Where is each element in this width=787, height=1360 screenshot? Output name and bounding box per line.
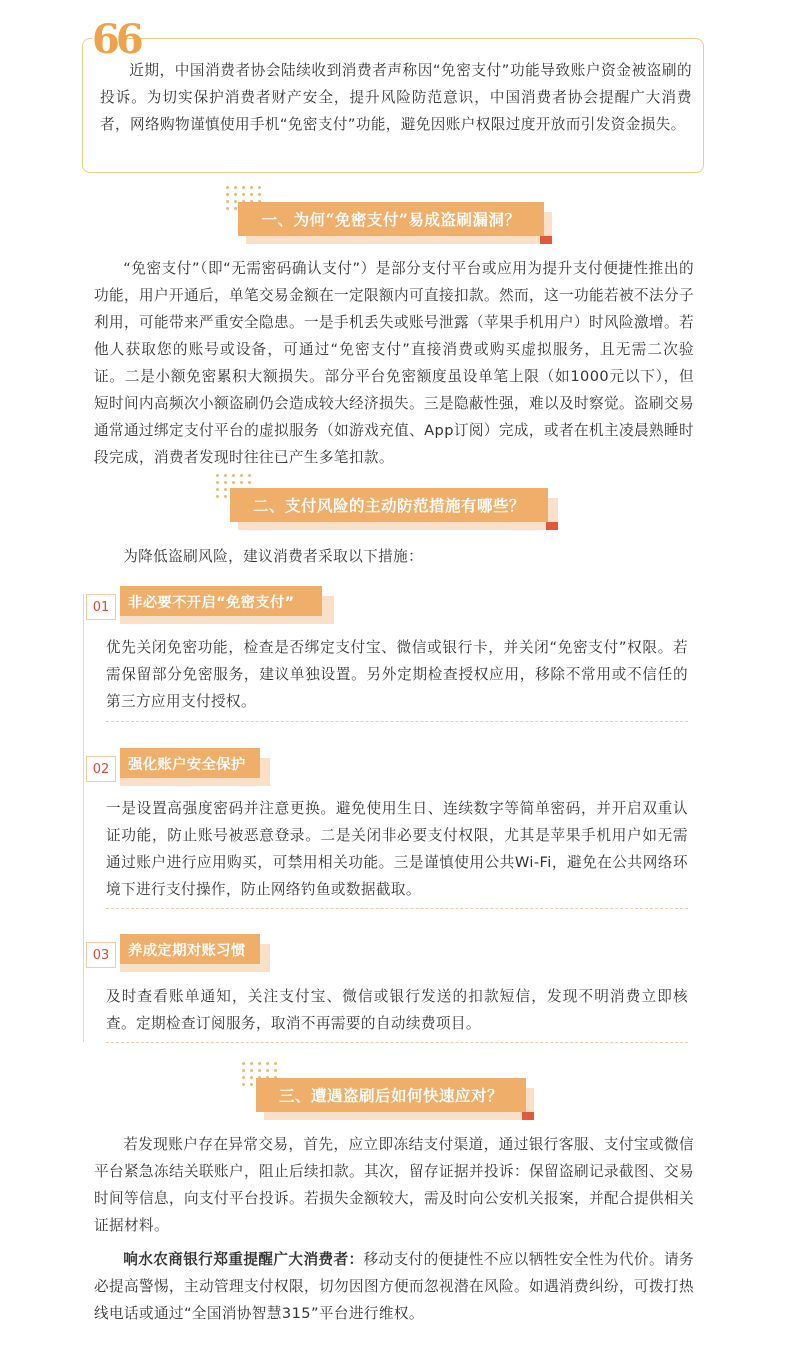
dot bbox=[216, 488, 219, 491]
measure-divider bbox=[106, 721, 688, 722]
dot bbox=[234, 207, 237, 210]
measure-1-text: 优先关闭免密功能，检查是否绑定支付宝、微信或银行卡，并关闭“免密支付”权限。若需保留部分免密服务，建议单独设置。另外定期检查授权应用，移除不常用或不信任的第三方应用支付授权。 bbox=[106, 639, 688, 710]
dot bbox=[266, 1062, 269, 1065]
dot bbox=[274, 1062, 277, 1065]
dot bbox=[258, 1062, 261, 1065]
dot bbox=[224, 474, 227, 477]
dot bbox=[234, 200, 237, 203]
measure-1-title: 非必要不开启“免密支付” bbox=[120, 586, 322, 616]
section-banner-accent bbox=[522, 1112, 534, 1120]
measures-left-line bbox=[83, 594, 84, 1042]
measure-3-title: 养成定期对账习惯 bbox=[120, 934, 260, 964]
section-2-lead: 为降低盗刷风险，建议消费者采取以下措施： bbox=[123, 548, 424, 565]
measure-divider bbox=[106, 1042, 688, 1043]
closing-paragraph bbox=[94, 1246, 694, 1327]
dot bbox=[224, 488, 227, 491]
dot bbox=[248, 481, 251, 484]
dot bbox=[216, 474, 219, 477]
dot bbox=[216, 481, 219, 484]
section-3-paragraph: 若发现账户存在异常交易，首先，应立即冻结支付渠道，通过银行客服、支付宝或微信平台紧急冻结关联账户，阻止后续扣款。其次，留存证据并投诉：保留盗刷记录截图、交易时间等信息，向支付平台投诉。若损失金额较大，需及时向公安机关报案，并配合提供相关证据材料。 bbox=[94, 1136, 694, 1234]
closing-bold-lead: 响水农商银行郑重提醒广大消费者： bbox=[123, 1251, 364, 1268]
dot bbox=[242, 193, 245, 196]
dot bbox=[250, 1062, 253, 1065]
dot bbox=[232, 481, 235, 484]
dot bbox=[258, 193, 261, 196]
dot bbox=[232, 474, 235, 477]
measure-1-number: 01 bbox=[86, 594, 116, 620]
closing-text: 移动支付的便捷性不应以牺牲安全性为代价。请务必提高警惕，主动管理支付权限，切勿因图方便而忽视潜在风险。如遇消费纠纷，可拨打热线电话或通过“全国消协智慧315”平台进行维权。 bbox=[94, 1251, 694, 1322]
dot bbox=[248, 474, 251, 477]
dot bbox=[224, 481, 227, 484]
measure-3-text: 及时查看账单通知，关注支付宝、微信或银行发送的扣款短信，发现不明消费立即核查。定期检查订阅服务，取消不再需要的自动续费项目。 bbox=[106, 988, 688, 1032]
dot bbox=[226, 193, 229, 196]
dot bbox=[250, 1076, 253, 1079]
dot bbox=[250, 193, 253, 196]
section-1-paragraph: “免密支付”（即“无需密码确认支付”）是部分支付平台或应用为提升支付便捷性推出的功能，用户开通后，单笔交易金额在一定限额内可直接扣款。然而，这一功能若被不法分子利用，可能带来严重安全隐患。一是手机丢失或账号泄露（苹果手机用户）时风险激增。若他人获取您的账号或设备，可通过“免密支付”直接消费或购买虚拟服务，且无需二次验证。二是小额免密累积大额损失。部分平台免密额度虽设单笔上限（如1000元以下），但短时间内高频次小额盗刷仍会造成较大经济损失。三是隐蔽性强，难以及时察觉。盗刷交易通常通过绑定支付平台的虚拟服务（如游戏充值、App订阅）完成，或者在机主凌晨熟睡时段完成，消费者发现时往往已产生多笔扣款。 bbox=[94, 260, 694, 466]
section-banner-accent bbox=[540, 236, 552, 244]
dot bbox=[250, 1069, 253, 1072]
measure-3-number: 03 bbox=[86, 942, 116, 968]
intro-paragraph: 近期，中国消费者协会陆续收到消费者声称因“免密支付”功能导致账户资金被盗刷的投诉。为切实保护消费者财产安全，提升风险防范意识，中国消费者协会提醒广大消费者，网络购物谨慎使用手机“免密支付”功能，避免因账户权限过度开放而引发资金损失。 bbox=[100, 62, 692, 133]
dot bbox=[242, 186, 245, 189]
dot bbox=[250, 186, 253, 189]
dot bbox=[234, 186, 237, 189]
dot bbox=[274, 1069, 277, 1072]
dot bbox=[242, 1083, 245, 1086]
measure-divider bbox=[106, 908, 688, 909]
dot bbox=[226, 200, 229, 203]
dot bbox=[240, 474, 243, 477]
section-3-title: 三、遭遇盗刷后如何快速应对？ bbox=[256, 1078, 526, 1112]
dot bbox=[224, 495, 227, 498]
dot bbox=[226, 207, 229, 210]
dot bbox=[266, 1069, 269, 1072]
quote-mark-icon: 66 bbox=[92, 16, 140, 63]
section-2-title: 二、支付风险的主动防范措施有哪些？ bbox=[230, 488, 548, 522]
dot bbox=[258, 1069, 261, 1072]
measure-2-title: 强化账户安全保护 bbox=[120, 748, 260, 778]
dot bbox=[258, 186, 261, 189]
dot bbox=[234, 193, 237, 196]
dot bbox=[250, 1083, 253, 1086]
measure-2-text: 一是设置高强度密码并注意更换。避免使用生日、连续数字等简单密码，并开启双重认证功能，防止账号被恶意登录。二是关闭非必要支付权限，尤其是苹果手机用户如无需通过账户进行应用购买，可禁用相关功能。三是谨慎使用公共Wi-Fi，避免在公共网络环境下进行支付操作，防止网络钓鱼或数据截取。 bbox=[106, 800, 688, 898]
section-1-title: 一、为何“免密支付”易成盗刷漏洞？ bbox=[238, 202, 544, 236]
dot bbox=[216, 495, 219, 498]
dot bbox=[242, 1076, 245, 1079]
dot bbox=[242, 1069, 245, 1072]
dot bbox=[240, 481, 243, 484]
dot bbox=[226, 186, 229, 189]
section-banner-accent bbox=[546, 522, 558, 530]
measure-2-number: 02 bbox=[86, 756, 116, 782]
dot bbox=[242, 1062, 245, 1065]
